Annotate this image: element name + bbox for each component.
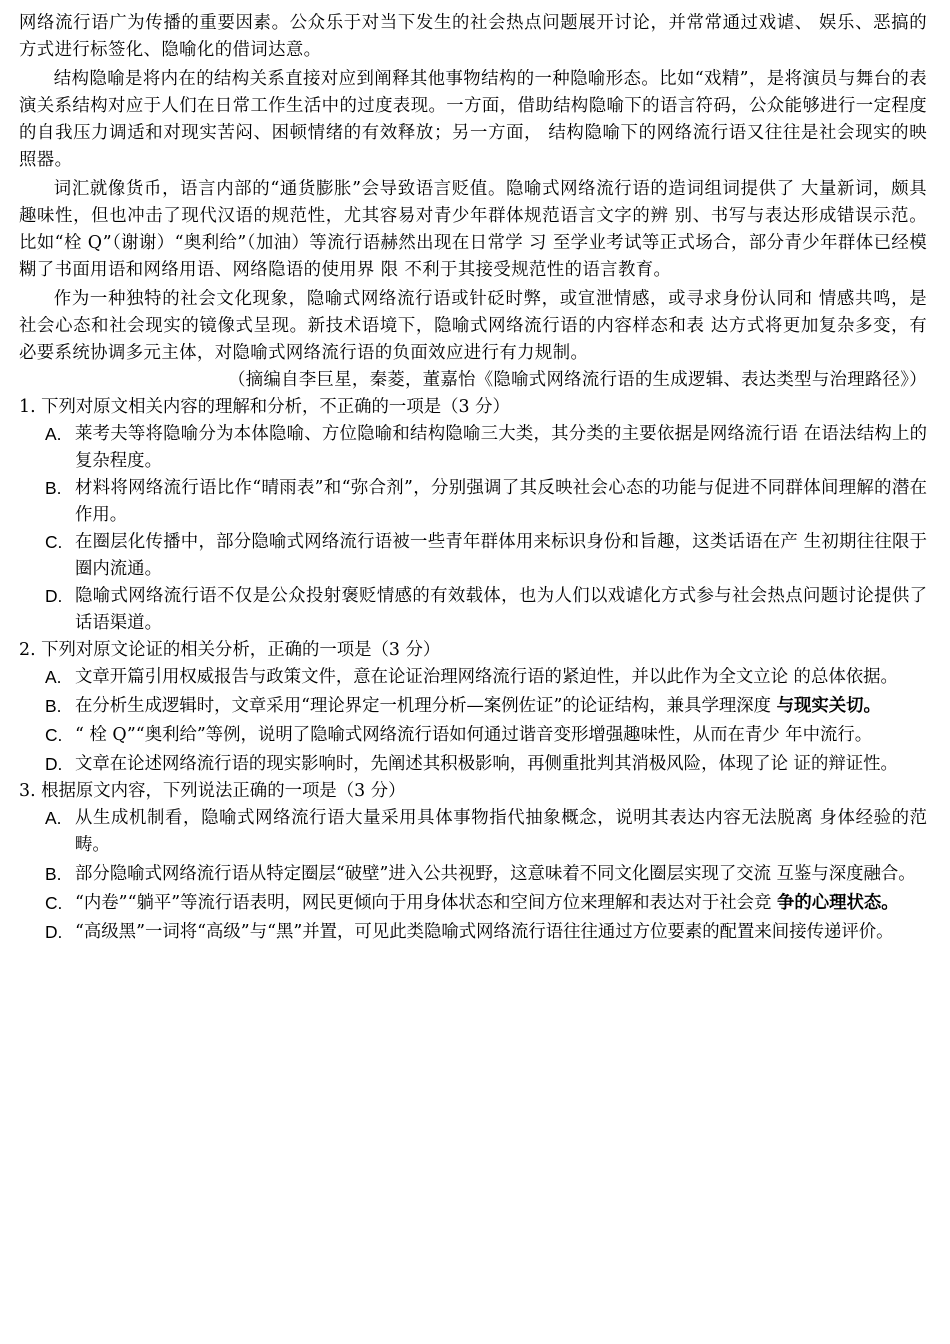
passage-paragraph-1: 结构隐喻是将内在的结构关系直接对应到阐释其他事物结构的一种隐喻形态。比如“戏精”，是将演员与舞台的表演关系结构对应于人们在日常工作生活中的过度表现。一方面，借助结构隐喻下的语言符码，公众能够进行一定程度的自我压力调适和对现实苦闷、困顿情绪的有效释放；另一方面， 结构隐喻下的网络流行语又往往是社会现实的映照器。: [19, 69, 927, 170]
option-label: D.: [45, 922, 63, 942]
question-1-option-c: [45, 529, 927, 583]
option-label: A.: [45, 424, 62, 444]
option-text: 在圈层化传播中，部分隐喻式网络流行语被一些青年群体用来标识身份和旨趣，这类话语在产 生初期往往限于圈内流通。: [75, 532, 927, 579]
question-1-stem: 1. 下列对原文相关内容的理解和分析，不正确的一项是（3 分）: [19, 397, 510, 417]
question-2-option-b: [45, 693, 927, 720]
option-label: D.: [45, 586, 63, 606]
passage-source: （摘编自李巨星，秦菱，董嘉怡《隐喻式网络流行语的生成逻辑、表达类型与治理路径》）: [228, 370, 927, 390]
option-label: C.: [45, 725, 63, 745]
question-1-option-a: [45, 421, 927, 475]
question-1-option-b: [45, 475, 927, 529]
question-2-stem: 2. 下列对原文论证的相关分析，正确的一项是（3 分）: [19, 640, 441, 660]
option-text: 材料将网络流行语比作“晴雨表”和“弥合剂”，分别强调了其反映社会心态的功能与促进不同群体间理解的潜在作用。: [75, 478, 927, 525]
option-text: 从生成机制看，隐喻式网络流行语大量采用具体事物指代抽象概念，说明其表达内容无法脱离 身体经验的范畴。: [75, 808, 927, 855]
question-3-option-b: [45, 861, 927, 888]
option-label: B.: [45, 696, 62, 716]
passage-paragraph-2: 词汇就像货币，语言内部的“通货膨胀”会导致语言贬值。隐喻式网络流行语的造词组词提供了 大量新词，颇具趣味性，但也冲击了现代汉语的规范性，尤其容易对青少年群体规范语言文字的辨 别、书写与表达形成错误示范。比如“栓 Q”（谢谢）“奥利给”（加油）等流行语赫然出现在日常学 习 至学业考试等正式场合，部分青少年群体已经模糊了书面用语和网络用语、网络隐语的使用界 限 不利于其接受规范性的语言教育。: [19, 179, 927, 280]
question-3-option-a: [45, 805, 927, 859]
option-text-bold: 与现实关切。: [776, 696, 881, 716]
passage-paragraph-3: 作为一种独特的社会文化现象，隐喻式网络流行语或针砭时弊，或宣泄情感，或寻求身份认同和 情感共鸣，是社会心态和社会现实的镜像式呈现。新技术语境下，隐喻式网络流行语的内容样态和表 达方式将更加复杂多变，有必要系统协调多元主体，对隐喻式网络流行语的负面效应进行有力规制。: [19, 289, 927, 363]
question-3-option-d: [45, 919, 927, 946]
option-text: “高级黑”一词将“高级”与“黑”并置，可见此类隐喻式网络流行语往往通过方位要素的配置来间接传递评价。: [75, 922, 894, 942]
option-text-bold: 争的心理状态。: [776, 893, 899, 913]
option-label: C.: [45, 532, 63, 552]
option-text: 部分隐喻式网络流行语从特定圈层“破壁”进入公共视野，这意味着不同文化圈层实现了交流 互鉴与深度融合。: [75, 864, 916, 884]
option-text: 文章在论述网络流行语的现实影响时，先阐述其积极影响，再侧重批判其消极风险，体现了论 证的辩证性。: [75, 754, 898, 774]
question-1-option-d: [45, 583, 927, 637]
option-label: D.: [45, 754, 63, 774]
option-text: 文章开篇引用权威报告与政策文件，意在论证治理网络流行语的紧迫性，并以此作为全文立论 的总体依据。: [75, 667, 898, 687]
option-text: “ 栓 Q”“奥利给”等例，说明了隐喻式网络流行语如何通过谐音变形增强趣味性，从而在青少 年中流行。: [75, 725, 873, 745]
question-2-option-a: [45, 664, 927, 691]
option-text: 莱考夫等将隐喻分为本体隐喻、方位隐喻和结构隐喻三大类，其分类的主要依据是网络流行语 在语法结构上的复杂程度。: [75, 424, 927, 471]
question-2-option-d: [45, 751, 927, 778]
option-label: A.: [45, 808, 62, 828]
question-3-option-c: [45, 890, 927, 917]
option-label: C.: [45, 893, 63, 913]
option-text: 在分析生成逻辑时，文章采用“理论界定一机理分析—案例佐证”的论证结构，兼具学理深度: [75, 696, 777, 716]
question-2-option-c: [45, 722, 927, 749]
option-label: A.: [45, 667, 62, 687]
option-label: B.: [45, 864, 62, 884]
option-text: “内卷”“躺平”等流行语表明，网民更倾向于用身体状态和空间方位来理解和表达对于社会竞: [75, 893, 777, 913]
document-page: [19, 10, 927, 946]
question-3-stem: 3. 根据原文内容，下列说法正确的一项是（3 分）: [19, 781, 406, 801]
passage-paragraph-0: 网络流行语广为传播的重要因素。公众乐于对当下发生的社会热点问题展开讨论，并常常通过戏谑、 娱乐、恶搞的方式进行标签化、隐喻化的借词达意。: [19, 13, 927, 60]
option-label: B.: [45, 478, 62, 498]
option-text: 隐喻式网络流行语不仅是公众投射褒贬情感的有效载体，也为人们以戏谑化方式参与社会热点问题讨论提供了话语渠道。: [75, 586, 927, 633]
